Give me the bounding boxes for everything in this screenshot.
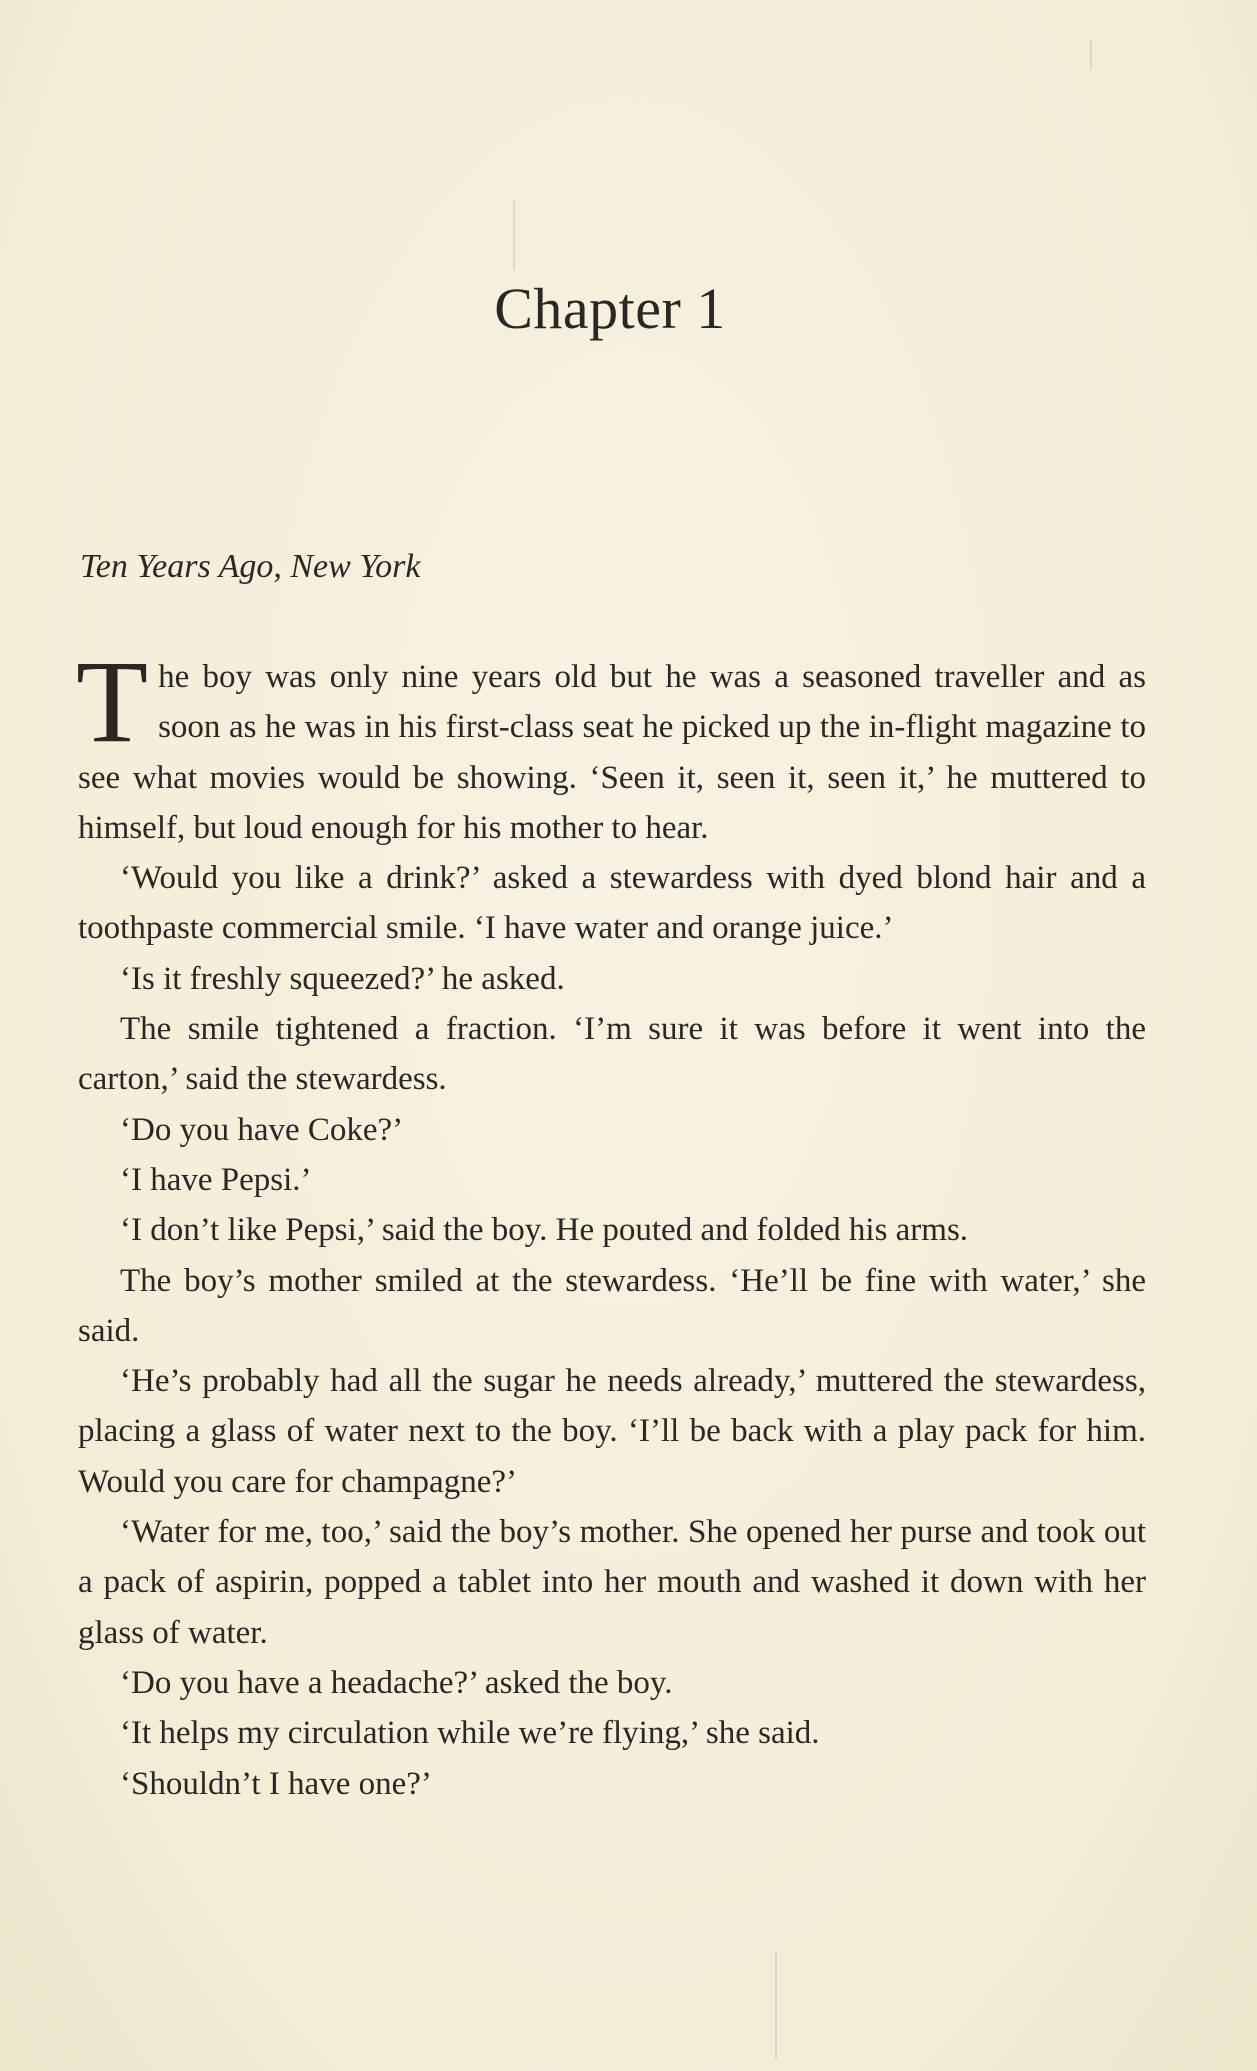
- paragraph: ‘Is it freshly squeezed?’ he asked.: [120, 960, 565, 997]
- paragraph: The boy’s mother smiled at the stewardess. ‘He’ll be fine with water,’ she said.: [78, 1262, 1146, 1349]
- chapter-title: Chapter 1: [494, 276, 726, 341]
- paragraph: ‘Would you like a drink?’ asked a stewardess with dyed blond hair and a toothpaste commercial smile. ‘I have water and orange juice.’: [78, 860, 1146, 947]
- paragraph: ‘I have Pepsi.’: [120, 1161, 312, 1198]
- paragraph-opening: [76, 636, 1146, 853]
- page-scuff-mark: [1090, 40, 1092, 70]
- body-text: [76, 636, 1146, 1809]
- paragraph: ‘Do you have Coke?’: [120, 1111, 404, 1148]
- paragraph: ‘He’s probably had all the sugar he needs already,’ muttered the stewardess, placing a glass of water next to the boy. ‘I’ll be back with a play pack for him. Would you care for champagne?’: [78, 1363, 1146, 1500]
- drop-cap: T: [76, 636, 149, 767]
- paragraph: ‘I don’t like Pepsi,’ said the boy. He pouted and folded his arms.: [120, 1212, 969, 1249]
- paragraph-text: he boy was only nine years old but he was a seasoned traveller and as soon as he was in his first-class seat he picked up the in-flight magazine to see what movies would be showing. ‘Seen it, seen it, seen it,’ he muttered to himself, but loud enough for his mother to hear.: [78, 659, 1146, 846]
- paragraph: ‘It helps my circulation while we’re flying,’ she said.: [120, 1715, 820, 1752]
- page-scuff-mark: [513, 200, 515, 270]
- paragraph: ‘Water for me, too,’ said the boy’s mother. She opened her purse and took out a pack of aspirin, popped a tablet into her mouth and washed it down with her glass of water.: [78, 1514, 1146, 1651]
- paragraph: ‘Shouldn’t I have one?’: [120, 1765, 432, 1802]
- dateline: Ten Years Ago, New York: [80, 548, 421, 585]
- paragraph: The smile tightened a fraction. ‘I’m sure it was before it went into the carton,’ said the stewardess.: [78, 1011, 1146, 1098]
- paragraph: ‘Do you have a headache?’ asked the boy.: [120, 1664, 673, 1701]
- page-scuff-mark: [775, 1950, 777, 2060]
